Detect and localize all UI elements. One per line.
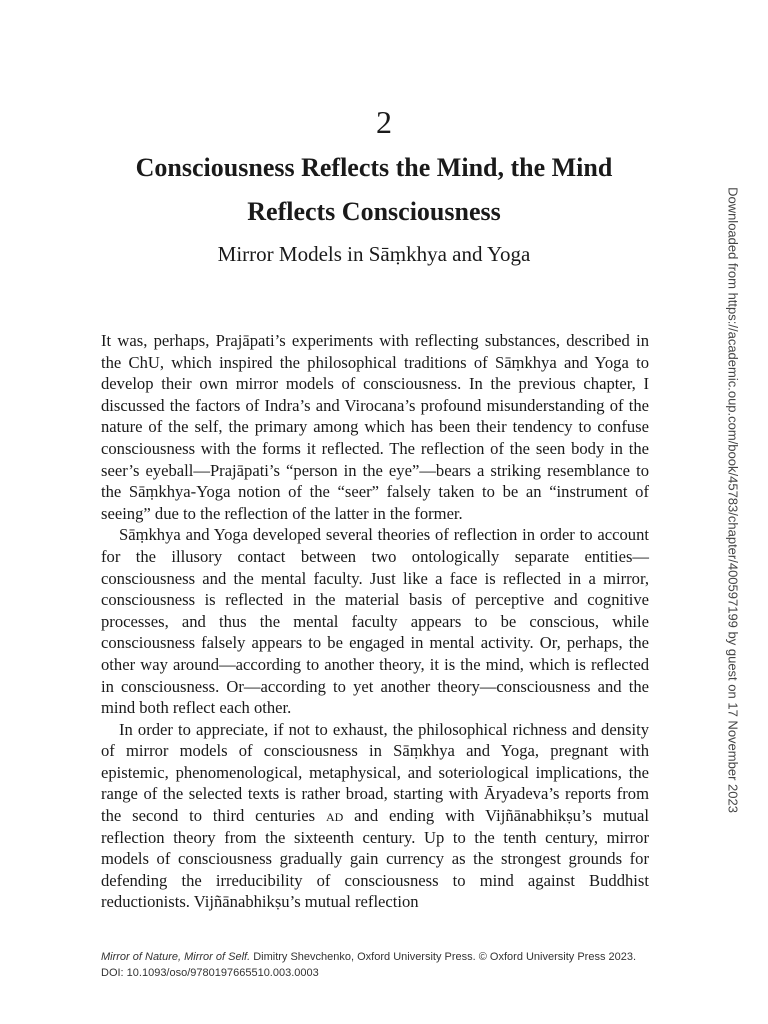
download-watermark: Downloaded from https://academic.oup.com/book/45783/chapter/400597199 by guest on 17 November 2023: [725, 187, 741, 813]
chapter-title: Consciousness Reflects the Mind, the Mind Reflects Consciousness: [135, 153, 613, 226]
paragraph-1: It was, perhaps, Prajāpati’s experiments with reflecting substances, described in the ChU, which inspired the philosophical traditions of Sāṃkhya and Yoga to develop their own mirror models of consciousness. In the previous chapter, I discussed the factors of Indra’s and Virocana’s profound misunderstanding of the nature of the self, the primary among which has been their tendency to confuse consciousness with the forms it reflected. The reflection of the seen body in the seer’s eyeball—Prajāpati’s “person in the eye”—bears a striking resemblance to the Sāṃkhya-Yoga notion of the “seer” falsely taken to be an “instrument of seeing” due to the reflection of the latter in the former.: [101, 331, 649, 523]
page-footer: [101, 949, 681, 981]
paragraph-3: [101, 719, 649, 913]
doi-line: DOI: 10.1093/oso/9780197665510.003.0003: [101, 967, 319, 979]
paragraph-3-text-end: and ending with Vijñānabhikṣu’s mutual reflection theory from the sixteenth century. Up to the tenth century, mirror models of consciousness gradually gain currency as the strongest grounds for defending the irreducibility of consciousness to mind against Buddhist reductionists. Vijñānabhikṣu’s mutual reflection: [101, 806, 649, 912]
era-abbreviation: ad: [325, 806, 344, 826]
chapter-body: [101, 330, 649, 913]
paragraph-3-text-start: In order to appreciate, if not to exhaust, the philosophical richness and density of mirror models of consciousness in Sāṃkhya and Yoga, pregnant with epistemic, phenomenological, metaphysical, and soteriological implications, the range of the selected texts is rather broad, starting with Āryadeva’s reports from the second to third centuries: [101, 719, 649, 826]
citation-line: [101, 949, 681, 965]
book-title: Mirror of Nature, Mirror of Self.: [101, 951, 251, 963]
citation-text: Dimitry Shevchenko, Oxford University Press. © Oxford University Press 2023.: [250, 951, 637, 963]
paragraph-2: Sāṃkhya and Yoga developed several theories of reflection in order to account for the illusory contact between two ontologically separate entities—consciousness and the mental faculty. Just like a face is reflected in a mirror, consciousness is reflected in the material basis of perceptive and cognitive processes, and thus the mental faculty appears to be conscious, while consciousness falsely appears to be engaged in mental activity. Or, perhaps, the other way around—according to another theory, it is the mind, which is reflected in consciousness. Or—according to yet another theory—consciousness and the mind both reflect each other.: [101, 525, 649, 718]
chapter-subtitle: Mirror Models in Sāṃkhya and Yoga: [217, 242, 531, 266]
chapter-number: 2: [376, 104, 392, 140]
